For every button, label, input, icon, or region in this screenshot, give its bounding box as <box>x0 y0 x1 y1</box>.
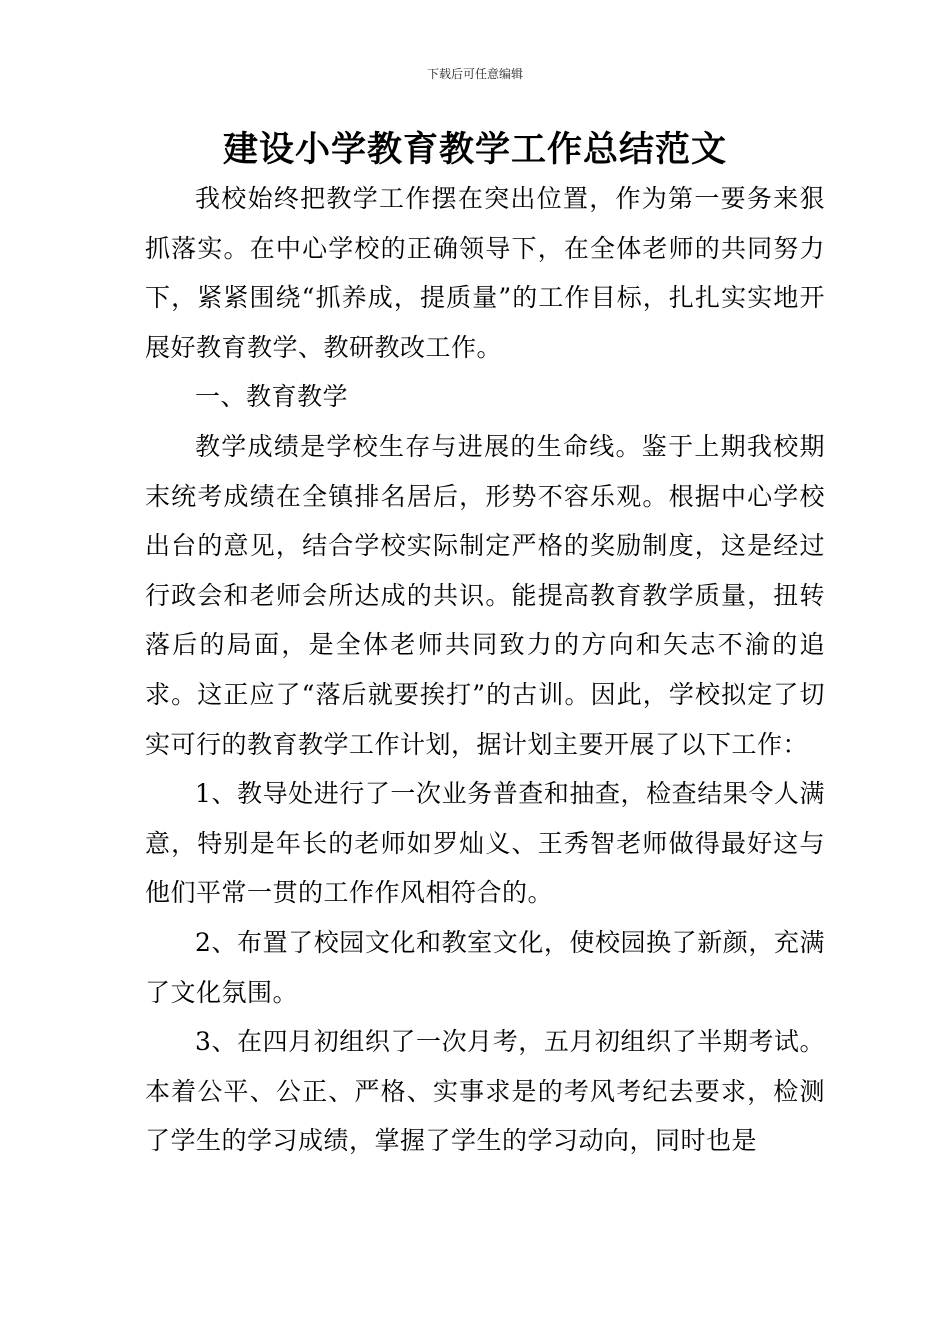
document-title: 建设小学教育教学工作总结范文 <box>222 130 727 170</box>
paragraph-teaching-results: 教学成绩是学校生存与进展的生命线。鉴于上期我校期末统考成绩在全镇排名居后，形势不容乐观。根据中心学校出台的意见，结合学校实际制定严格的奖励制度，这是经过行政会和老师会所达成的共识。能提高教育教学质量，扭转落后的局面，是全体老师共同致力的方向和矢志不渝的追求。这正应了“落后就要挨打”的古训。因此，学校拟定了切实可行的教育教学工作计划，据计划主要开展了以下工作： <box>145 431 825 759</box>
paragraph-item-2: 2、布置了校园文化和教室文化，使校园换了新颜，充满了文化氛围。 <box>145 927 825 1007</box>
header-note: 下载后可任意编辑 <box>426 67 523 81</box>
paragraph-item-1: 1、教导处进行了一次业务普查和抽查，检查结果令人满意，特别是年长的老师如罗灿义、王秀智老师做得最好这与他们平常一贯的工作作风相符合的。 <box>145 779 825 908</box>
section-heading-education: 一、教育教学 <box>195 382 349 412</box>
paragraph-intro: 我校始终把教学工作摆在突出位置，作为第一要务来狠抓落实。在中心学校的正确领导下，在全体老师的共同努力下，紧紧围绕“抓养成，提质量”的工作目标，扎扎实实地开展好教育教学、教研教改工作。 <box>145 184 825 362</box>
document-body <box>145 174 825 1166</box>
paragraph-item-3: 3、在四月初组织了一次月考，五月初组织了半期考试。本着公平、公正、严格、实事求是的考风考纪去要求，检测了学生的学习成绩，掌握了学生的学习动向，同时也是 <box>145 1027 825 1156</box>
